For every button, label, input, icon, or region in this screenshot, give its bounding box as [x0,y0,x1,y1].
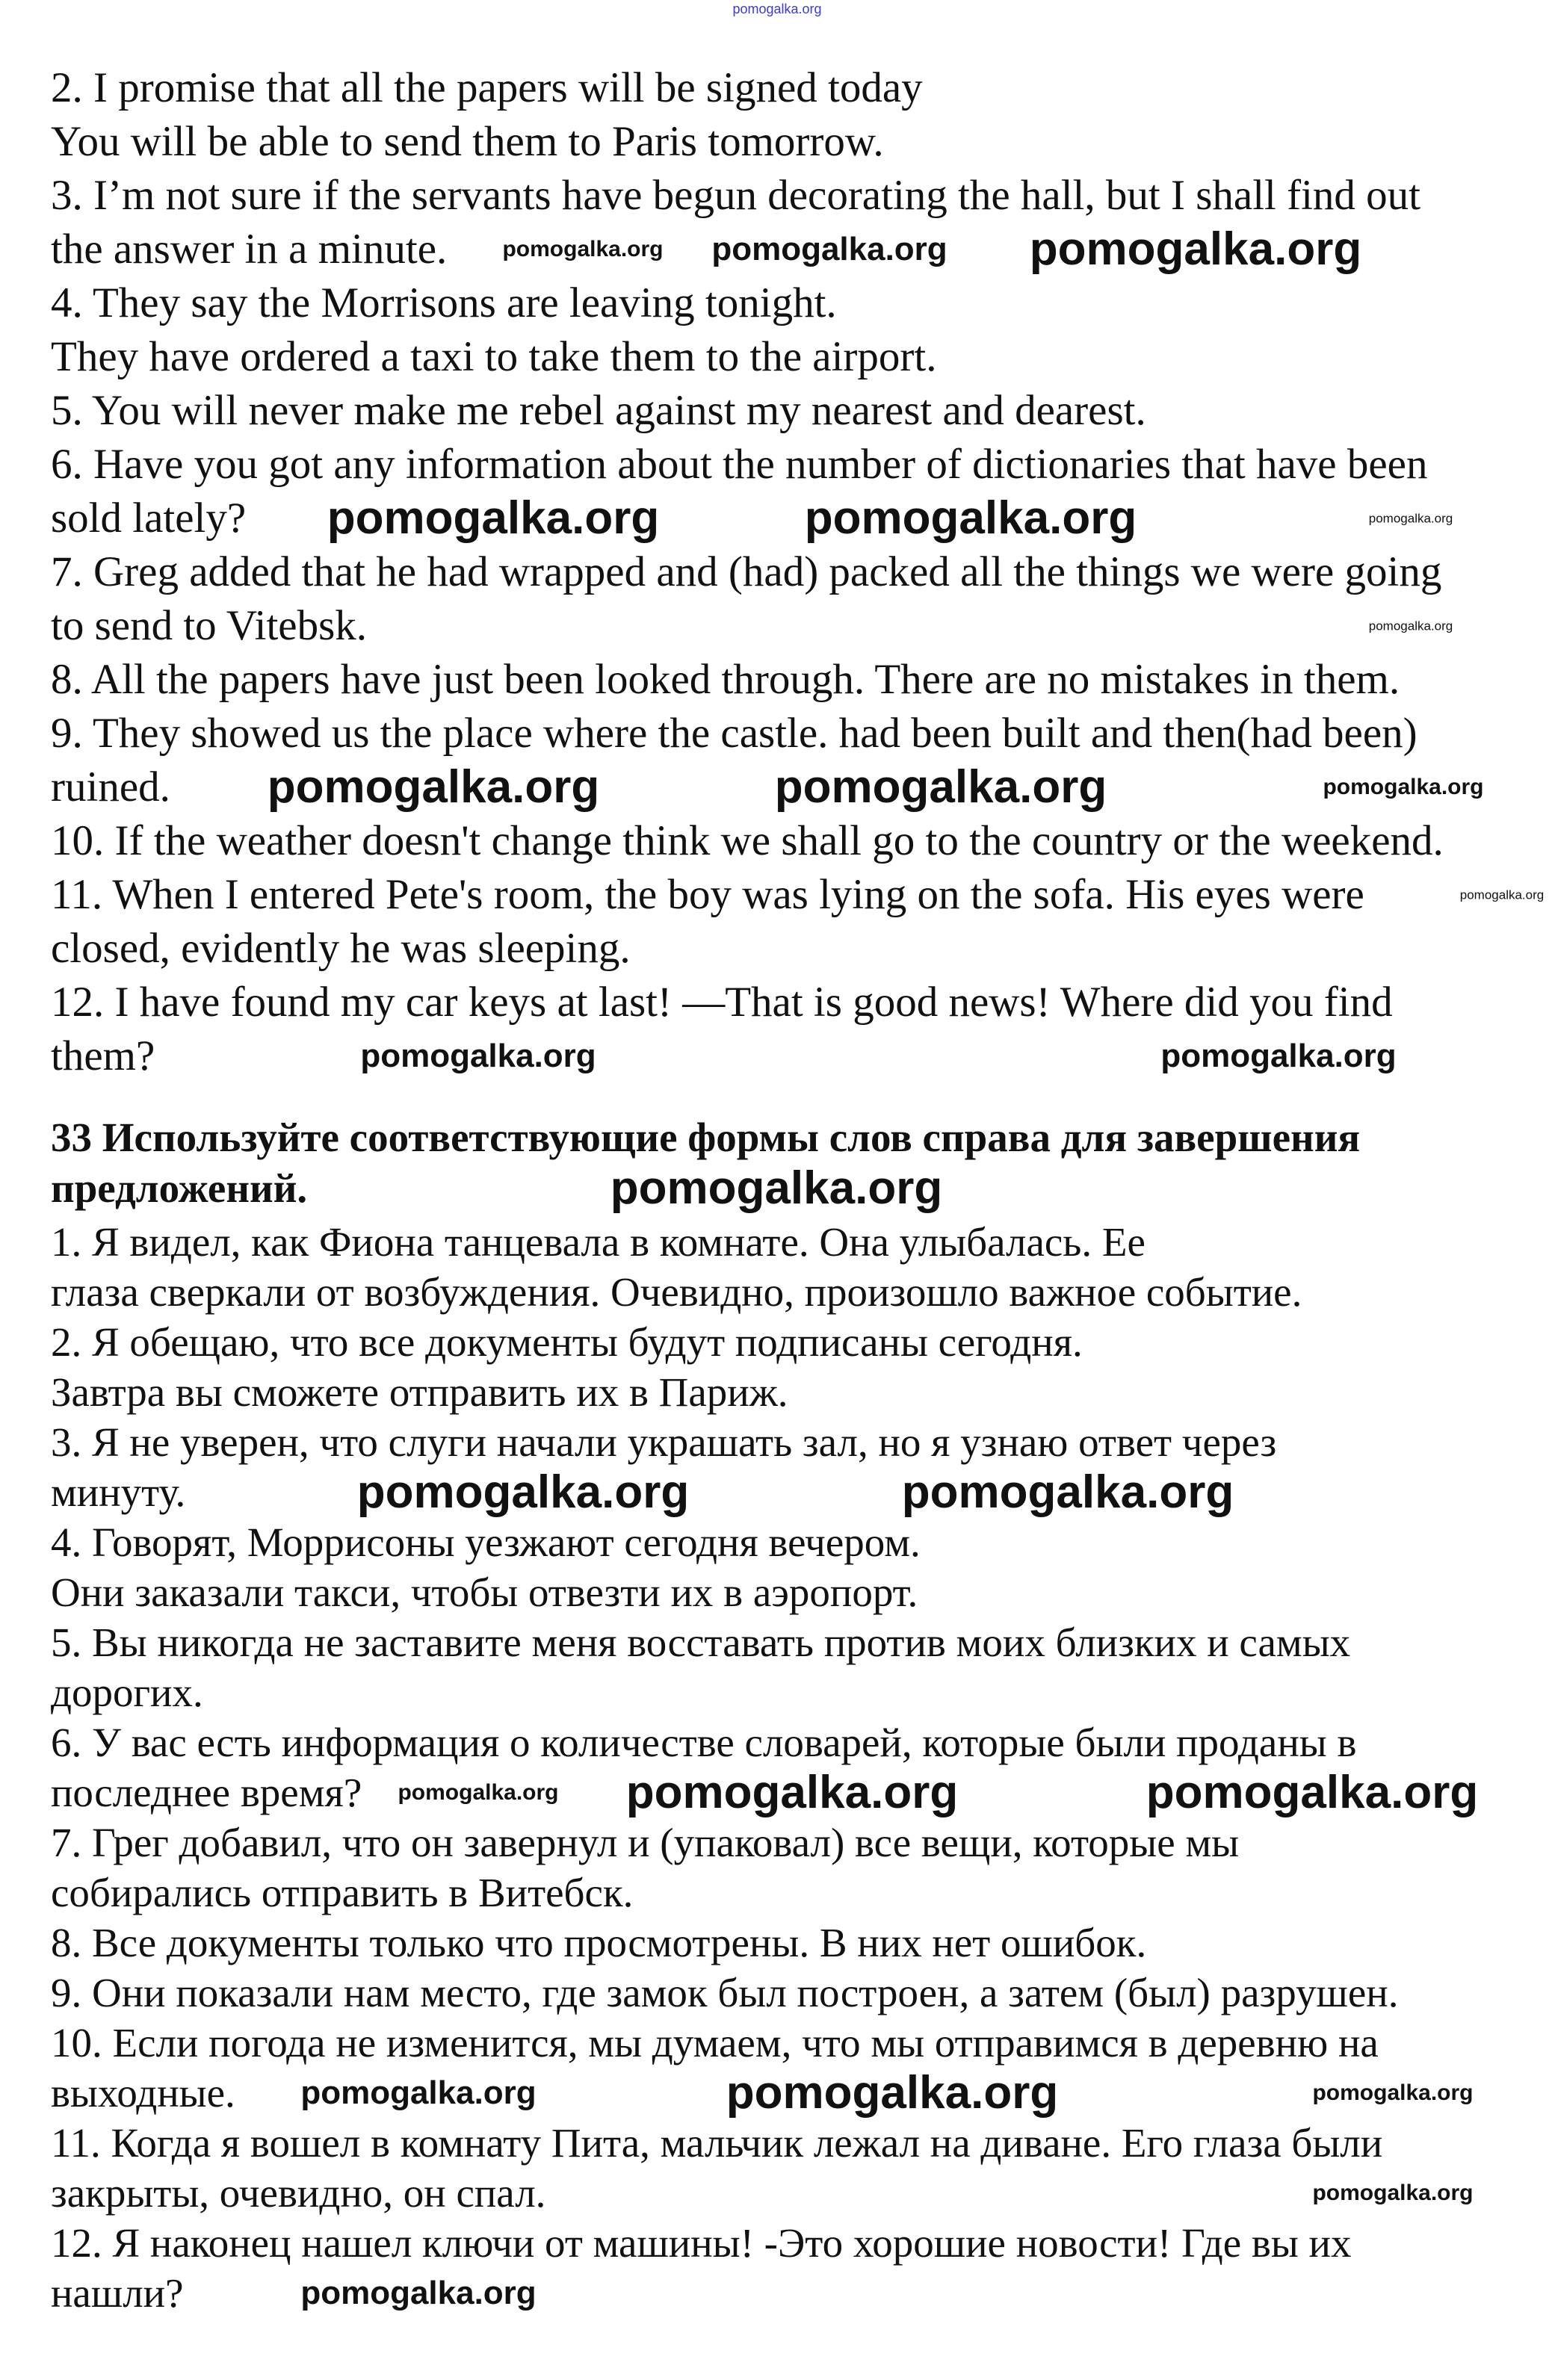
watermark[interactable]: pomogalka.org [1160,1038,1397,1074]
text-line: 8. All the papers have just been looked through. There are no mistakes in them. [51,656,1400,703]
watermark[interactable]: pomogalka.org [1312,2181,1474,2205]
watermark[interactable]: pomogalka.org [1312,2080,1474,2105]
text-line: 11. When I entered Pete's room, the boy was lying on the sofa. His eyes were [51,871,1364,918]
watermark[interactable]: pomogalka.org [300,2275,537,2311]
text-line: 2. I promise that all the papers will be signed today [51,64,923,111]
text-line: Завтра вы сможете отправить их в Париж. [51,1369,788,1415]
text-line: последнее время? [51,1770,362,1815]
watermark[interactable]: pomogalka.org [356,1466,690,1518]
watermark[interactable]: pomogalka.org [360,1038,596,1074]
section-heading: предложений. [51,1165,308,1211]
watermark[interactable]: pomogalka.org [267,761,600,813]
text-line: to send to Vitebsk. [51,602,368,649]
text-line: 9. They showed us the place where the castle. had been built and then(had been) [51,710,1417,757]
text-line: ruined. [51,763,170,811]
text-line: 9. Они показали нам место, где замок был построен, а затем (был) разрушен. [51,1970,1399,2015]
text-line: 6. Have you got any information about the number of dictionaries that have been [51,441,1428,488]
text-line: 6. У вас есть информация о количестве словарей, которые были проданы в [51,1720,1357,1765]
text-line: 4. They say the Morrisons are leaving tonight. [51,279,837,326]
text-line: собирались отправить в Витебск. [51,1870,634,1915]
text-line: They have ordered a taxi to take them to the airport. [51,333,937,380]
text-line: нашли? [51,2270,184,2316]
text-line: закрыты, очевидно, он спал. [51,2170,546,2216]
text-line: дорогих. [51,1670,203,1715]
watermark[interactable]: pomogalka.org [625,1767,959,1818]
text-line: 3. I’m not sure if the servants have begun decorating the hall, but I shall find out [51,172,1421,219]
text-line: 1. Я видел, как Фиона танцевала в комнате. Она улыбалась. Ее [51,1219,1146,1265]
watermark[interactable]: pomogalka.org [901,1466,1234,1518]
text-line: 2. Я обещаю, что все документы будут подписаны сегодня. [51,1319,1083,1365]
watermark[interactable]: pomogalka.org [1323,775,1484,799]
text-line: 12. I have found my car keys at last! —That is good news! Where did you find [51,979,1393,1026]
watermark[interactable]: pomogalka.org [1146,1767,1479,1818]
text-line: 7. Грег добавил, что он завернул и (упаковал) все вещи, которые мы [51,1820,1240,1865]
text-line: closed, evidently he was sleeping. [51,925,631,972]
watermark[interactable]: pomogalka.org [711,231,947,267]
text-line: 7. Greg added that he had wrapped and (had) packed all the things we were going [51,548,1442,595]
text-line: the answer in a minute. [51,226,448,273]
watermark[interactable]: pomogalka.org [774,761,1107,813]
text-line: выходные. [51,2070,235,2116]
text-line: 10. If the weather doesn't change think we shall go to the country or the weekend. [51,817,1444,864]
watermark[interactable]: pomogalka.org [327,492,660,544]
watermark[interactable]: pomogalka.org [1029,223,1362,275]
text-line: 8. Все документы только что просмотрены. В них нет ошибок. [51,1920,1147,1965]
text-line: 3. Я не уверен, что слуги начали украшать зал, но я узнаю ответ через [51,1419,1277,1465]
watermark[interactable]: pomogalka.org [1368,619,1453,633]
watermark[interactable]: pomogalka.org [1459,887,1545,902]
watermark[interactable]: pomogalka.org [1368,511,1453,526]
text-line: You will be able to send them to Paris tomorrow. [51,118,884,165]
watermark[interactable]: pomogalka.org [502,237,664,261]
text-line: 10. Если погода не изменится, мы думаем, что мы отправимся в деревню на [51,2020,1379,2066]
text-line: глаза сверкали от возбуждения. Очевидно, произошло важное событие. [51,1269,1302,1315]
text-line: sold lately? [51,495,247,542]
watermark[interactable]: pomogalka.org [726,2067,1059,2119]
watermark[interactable]: pomogalka.org [804,492,1137,544]
text-line: 5. You will never make me rebel against my nearest and dearest. [51,387,1146,434]
text-line: 4. Говорят, Моррисоны уезжают сегодня вечером. [51,1519,921,1565]
text-line: 5. Вы никогда не заставите меня восставать против моих близких и самых [51,1620,1351,1665]
text-line: Они заказали такси, чтобы отвезти их в аэропорт. [51,1569,918,1615]
text-line: 12. Я наконец нашел ключи от машины! -Это хорошие новости! Где вы их [51,2220,1352,2266]
watermark[interactable]: pomogalka.org [300,2074,537,2111]
watermark[interactable]: pomogalka.org [398,1780,559,1805]
section-heading: 33 Используйте соответствующие формы слов справа для завершения [51,1115,1361,1160]
text-line: 11. Когда я вошел в комнату Пита, мальчик лежал на диване. Его глаза были [51,2120,1383,2166]
text-line: минуту. [51,1469,186,1515]
watermark[interactable]: pomogalka.org [732,1,822,16]
watermark[interactable]: pomogalka.org [610,1162,943,1214]
text-line: them? [51,1032,155,1079]
